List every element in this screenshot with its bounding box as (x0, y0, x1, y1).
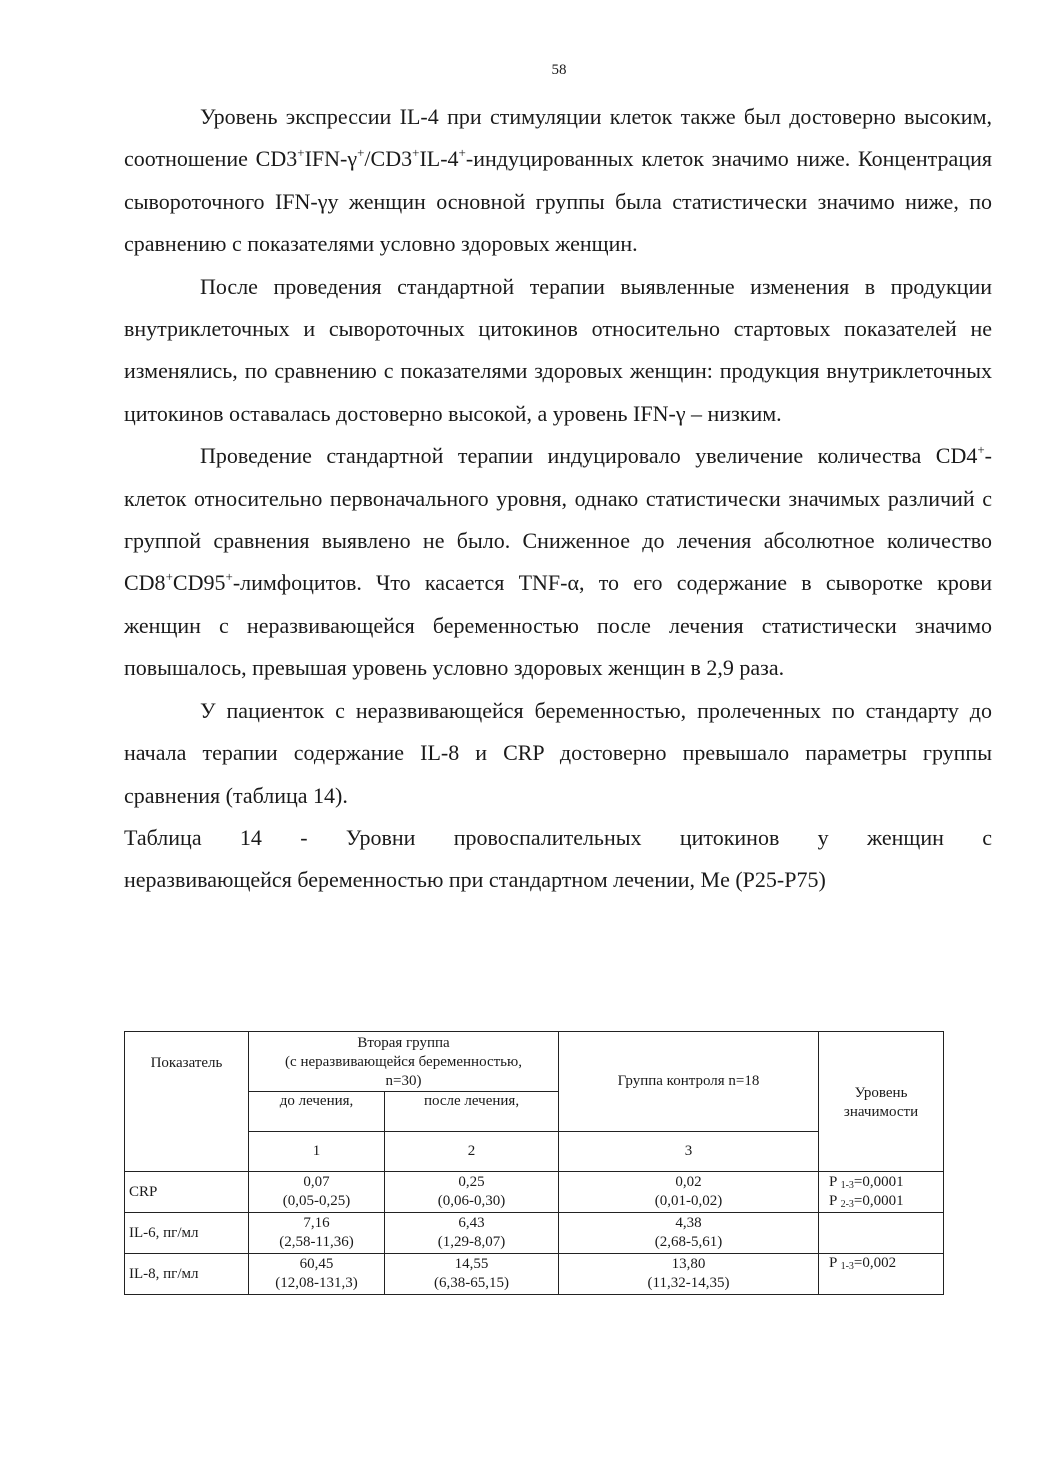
header-group2-line: Вторая группа (357, 1035, 450, 1051)
header-group2-line: (с неразвивающейся беременностью, (285, 1054, 522, 1070)
p-value: P $_{2-3}$=0,0001 (829, 1193, 904, 1210)
cell-before: 7,16 (2,58-11,36) (249, 1213, 385, 1254)
text-run: -клеток относительно первоначального уровня, однако статистически значимых различий с группой сравнения выявлено не было. Сниженное до лечения абсолютное количество CD8 (124, 443, 992, 596)
column-number-3: 3 (559, 1132, 819, 1172)
text-run: -лимфоцитов. Что касается TNF-α, то его содержание в сыворотке крови женщин с неразвивающейся беременностью после лечения статистически значимо повышалось, превышая уровень условно здоровых женщин в 2,9 раза. (124, 570, 992, 681)
cell-significance (819, 1213, 944, 1254)
text-run: Уровень экспрессии IL-4 при стимуляции клеток также был достоверно высоким, соотношение CD3 (124, 104, 992, 172)
superscript: + (165, 569, 173, 585)
table-caption-line-1: Таблица 14 - Уровни провоспалительных цитокинов у женщин с (124, 824, 992, 850)
cell-before: 0,07 (0,05-0,25) (249, 1172, 385, 1213)
cell-significance (819, 1254, 944, 1295)
superscript: + (412, 145, 420, 161)
table-caption-line-2: неразвивающейся беременностью при стандартном лечении, Me (P25-P75) (124, 867, 826, 893)
text-run: IL-4 (419, 146, 459, 172)
header-after-treatment: после лечения, (385, 1092, 559, 1132)
header-group2-line: n=30) (385, 1073, 422, 1089)
header-group2 (249, 1032, 559, 1092)
header-significance-line: значимости (843, 1104, 919, 1120)
cell-control: 0,02 (0,01-0,02) (559, 1172, 819, 1213)
cell-control: 13,80 (11,32-14,35) (559, 1254, 819, 1295)
superscript: + (297, 145, 305, 161)
cell-significance (819, 1172, 944, 1213)
paragraph-3 (124, 435, 992, 689)
cell-after: 0,25 (0,06-0,30) (385, 1172, 559, 1213)
text-run: Проведение стандартной терапии индуцировало увеличение количества CD4 (200, 443, 978, 469)
header-indicator: Показатель (125, 1032, 249, 1172)
table-row (125, 1254, 944, 1295)
superscript: + (977, 442, 985, 458)
paragraph-4: У пациенток с неразвивающейся беременностью, пролеченных по стандарту до начала терапии содержание IL-8 и CRP достоверно превышало параметры группы сравнения (таблица 14). (124, 697, 992, 808)
column-number-2: 2 (385, 1132, 559, 1172)
p-value: P $_{1-3}$=0,002 (829, 1255, 897, 1272)
cytokine-table (124, 1031, 944, 1295)
text-run: -индуцированных клеток значимо ниже. Концентрация сывороточного IFN-γу женщин основной группы была статистически значимо ниже, по сравнению с показателями условно здоровых женщин. (124, 146, 992, 257)
superscript: + (357, 145, 365, 161)
cell-after: 6,43 (1,29-8,07) (385, 1213, 559, 1254)
table-row (125, 1172, 944, 1213)
paragraph-1 (124, 96, 992, 266)
cell-before: 60,45 (12,08-131,3) (249, 1254, 385, 1295)
text-run: /CD3 (364, 146, 413, 172)
p-value: P $_{1-3}$=0,0001 (829, 1174, 904, 1191)
document-body (124, 96, 992, 902)
header-control-group: Группа контроля n=18 (559, 1032, 819, 1132)
text-run: CD95 (172, 570, 226, 596)
header-significance-line: Уровень (854, 1085, 908, 1101)
cell-after: 14,55 (6,38-65,15) (385, 1254, 559, 1295)
cell-control: 4,38 (2,68-5,61) (559, 1213, 819, 1254)
column-number-1: 1 (249, 1132, 385, 1172)
superscript: + (225, 569, 233, 585)
superscript: + (458, 145, 466, 161)
row-indicator: IL-8, пг/мл (125, 1254, 249, 1295)
row-indicator: CRP (125, 1172, 249, 1213)
row-indicator: IL-6, пг/мл (125, 1213, 249, 1254)
header-before-treatment: до лечения, (249, 1092, 385, 1132)
table-row (125, 1213, 944, 1254)
paragraph-2: После проведения стандартной терапии выявленные изменения в продукции внутриклеточных и сывороточных цитокинов относительно стартовых показателей не изменялись, по сравнению с показателями здоровых женщин: продукция внутриклеточных цитокинов оставалась достоверно высокой, а уровень IFN-γ – низким. (124, 273, 992, 426)
text-run: IFN-γ (304, 146, 358, 172)
header-significance (819, 1032, 944, 1172)
page-number: 58 (551, 62, 567, 78)
